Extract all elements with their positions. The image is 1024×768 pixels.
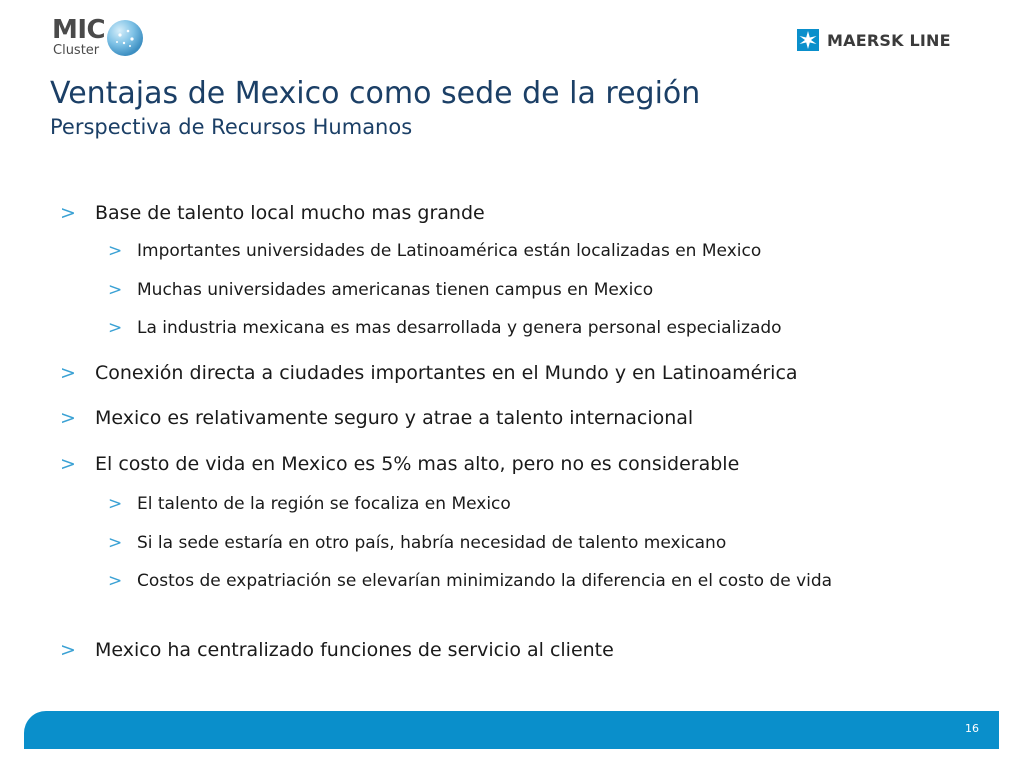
sub-bullet-item	[108, 316, 907, 340]
sub-bullet-text: Muchas universidades americanas tienen campus en Mexico	[137, 280, 654, 300]
bullet-text: Mexico es relativamente seguro y atrae a talento internacional	[95, 407, 694, 429]
sub-bullet-text: El talento de la región se focaliza en Mexico	[137, 494, 511, 514]
bullet-item	[60, 452, 739, 476]
page-title: Ventajas de Mexico como sede de la región	[50, 76, 701, 111]
sub-bullet-marker: >	[108, 318, 123, 338]
footer-bar	[24, 711, 999, 749]
sub-bullet-item	[108, 531, 907, 555]
sub-bullet-marker: >	[108, 241, 123, 261]
sub-bullet-marker: >	[108, 280, 123, 300]
bullet-text: Conexión directa a ciudades importantes en el Mundo y en Latinoamérica	[95, 362, 798, 384]
sub-bullet-text: Importantes universidades de Latinoamérica están localizadas en Mexico	[137, 241, 762, 261]
bullet-text: Base de talento local mucho mas grande	[95, 202, 485, 224]
page-number: 16	[965, 722, 979, 735]
sub-bullet-item	[108, 278, 907, 302]
bullet-item	[60, 361, 798, 385]
sub-bullet-marker: >	[108, 571, 123, 591]
sub-bullet-text: La industria mexicana es mas desarrollada y genera personal especializado	[137, 318, 782, 338]
sub-bullet-item	[108, 492, 907, 516]
sub-bullet-marker: >	[108, 494, 123, 514]
sub-bullet-marker: >	[108, 533, 123, 553]
sub-bullet-text: Costos de expatriación se elevarían minimizando la diferencia en el costo de vida	[137, 571, 833, 591]
page-subtitle: Perspectiva de Recursos Humanos	[50, 115, 413, 139]
bullet-item	[60, 201, 485, 225]
bullet-marker: >	[60, 362, 76, 384]
cluster-logo-text: Cluster	[53, 43, 100, 58]
bullet-item	[60, 638, 614, 662]
bullet-marker: >	[60, 407, 76, 429]
maersk-logo-text: MAERSK LINE	[827, 30, 951, 50]
bullet-marker: >	[60, 202, 76, 224]
bullet-item	[60, 406, 693, 430]
mic-logo-text: MIC	[52, 15, 106, 45]
sub-bullet-text: Si la sede estaría en otro país, habría necesidad de talento mexicano	[137, 533, 727, 553]
bullet-text: El costo de vida en Mexico es 5% mas alto, pero no es considerable	[95, 453, 740, 475]
bullet-marker: >	[60, 639, 76, 661]
bullet-marker: >	[60, 453, 76, 475]
sub-bullet-item	[108, 569, 907, 593]
sub-bullet-item	[108, 239, 907, 263]
bullet-text: Mexico ha centralizado funciones de servicio al cliente	[95, 639, 614, 661]
